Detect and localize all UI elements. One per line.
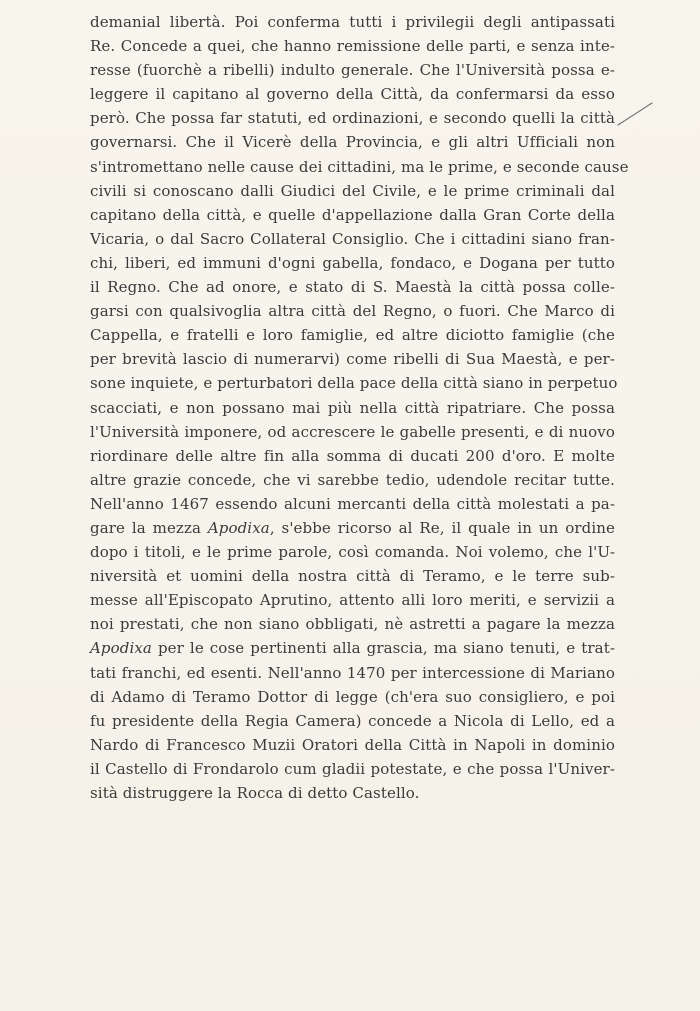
text-line: tati franchi, ed esenti. Nell'anno 1470 per intercessione di Mariano bbox=[90, 663, 615, 682]
text-line: Apodixa per le cose pertinenti alla grascia, ma siano tenuti, e trat- bbox=[90, 639, 615, 658]
text-line: scacciati, e non possano mai più nella città ripatriare. Che possa bbox=[90, 398, 615, 417]
text-line: messe all'Episcopato Aprutino, attento alli loro meriti, e servizii a bbox=[90, 591, 615, 610]
italic-term: Apodixa bbox=[207, 518, 270, 537]
text-line: demanial libertà. Poi conferma tutti i privilegii degli antipassati bbox=[90, 13, 615, 31]
text-line: il Regno. Che ad onore, e stato di S. Maestà la città possa colle- bbox=[90, 278, 615, 297]
text-line: Nell'anno 1467 essendo alcuni mercanti della città molestati a pa- bbox=[90, 494, 615, 513]
text-line: civili si conoscano dalli Giudici del Civile, e le prime criminali dal bbox=[90, 181, 615, 200]
text-line: sone inquiete, e perturbatori della pace della città siano in perpetuo bbox=[90, 374, 618, 393]
text-line: s'intromettano nelle cause dei cittadini, ma le prime, e seconde cause bbox=[90, 157, 629, 176]
text-line: garsi con qualsivoglia altra città del Regno, o fuori. Che Marco di bbox=[90, 302, 615, 321]
text-line: Vicaria, o dal Sacro Collateral Consiglio. Che i cittadini siano fran- bbox=[90, 229, 615, 248]
italic-term: Apodixa bbox=[90, 639, 152, 658]
text-line: Nardo di Francesco Muzii Oratori della Città in Napoli in dominio bbox=[90, 735, 615, 754]
text-line: l'Università imponere, od accrescere le gabelle presenti, e di nuovo bbox=[90, 422, 615, 441]
text-line: però. Che possa far statuti, ed ordinazioni, e secondo quelli la città bbox=[90, 109, 615, 128]
text-line: Re. Concede a quei, che hanno remissione delle parti, e senza inte- bbox=[90, 37, 615, 56]
text-line: il Castello di Frondarolo cum gladii potestate, e che possa l'Univer- bbox=[90, 759, 615, 778]
text-line: noi prestati, che non siano obbligati, nè astretti a pagare la mezza bbox=[90, 615, 615, 634]
text-line: altre grazie concede, che vi sarebbe tedio, udendole recitar tutte. bbox=[90, 470, 615, 489]
text-line: riordinare delle altre fin alla somma di ducati 200 d'oro. E molte bbox=[90, 446, 615, 465]
text-line: fu presidente della Regia Camera) concede a Nicola di Lello, ed a bbox=[90, 711, 615, 730]
text-line: per brevità lascio di numerarvi) come ribelli di Sua Maestà, e per- bbox=[90, 350, 615, 369]
text-line: resse (fuorchè a ribelli) indulto generale. Che l'Università possa e- bbox=[90, 61, 615, 80]
text-line: niversità et uomini della nostra città di Teramo, e le terre sub- bbox=[90, 567, 615, 586]
text-line: capitano della città, e quelle d'appellazione dalla Gran Corte della bbox=[90, 205, 615, 224]
text-line: gare la mezza Apodixa, s'ebbe ricorso al Re, il quale in un ordine bbox=[90, 518, 615, 537]
text-line: di Adamo di Teramo Dottor di legge (ch'era suo consigliero, e poi bbox=[90, 687, 615, 706]
text-line: chi, liberi, ed immuni d'ogni gabella, fondaco, e Dogana per tutto bbox=[90, 253, 615, 272]
text-line: governarsi. Che il Vicerè della Provincia, e gli altri Ufficiali non bbox=[90, 133, 615, 152]
body-text bbox=[90, 10, 629, 805]
text-line: Cappella, e fratelli e loro famiglie, ed altre diciotto famiglie (che bbox=[90, 326, 615, 345]
text-line: leggere il capitano al governo della Città, da confermarsi da esso bbox=[90, 85, 615, 104]
text-line: sità distruggere la Rocca di detto Castello. bbox=[90, 784, 420, 802]
text-line: dopo i titoli, e le prime parole, così comanda. Noi volemo, che l'U- bbox=[90, 543, 615, 562]
pencil-stroke-mark bbox=[615, 100, 655, 128]
